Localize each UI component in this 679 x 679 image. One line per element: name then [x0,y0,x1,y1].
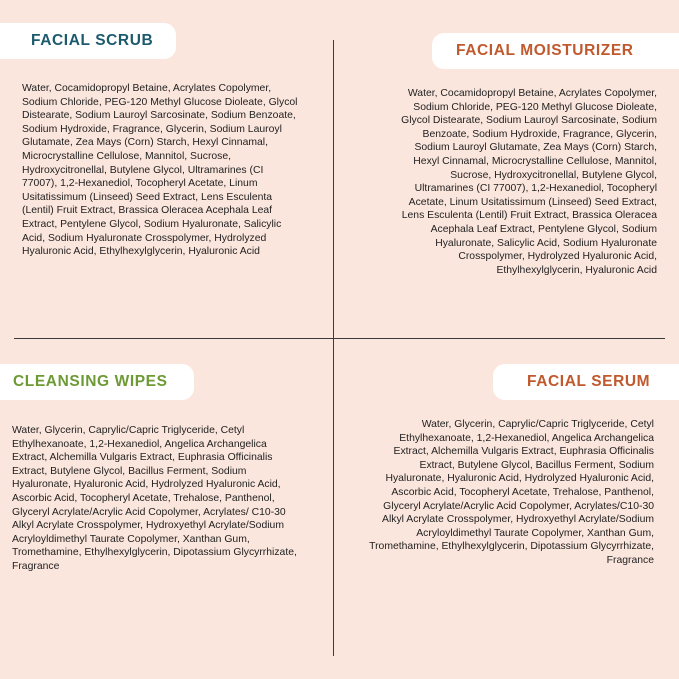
facial-serum-ingredients: Water, Glycerin, Caprylic/Capric Triglyceride, Cetyl Ethylhexanoate, 1,2-Hexanediol, Angelica Archangelica Extract, Alchemilla Vulgaris Extract, Euphrasia Officinalis Extract, Butylene Glycol, Bacillus Ferment, Sodium Hyaluronate, Hyaluronic Acid, Hydrolyzed Hyaluronic Acid, Ascorbic Acid, Tocopheryl Acetate, Trehalose, Panthenol, Glyceryl Acrylate/Acrylic Acid Copolymer, Acrylates/C10-30 Alkyl Acrylate Crosspolymer, Hydroxyethyl Acrylate/Sodium Acryloyldimethyl Taurate Copolymer, Xanthan Gum, Tromethamine, Ethylhexylglycerin, Dipotassium Glycyrrhizate, Fragrance [369,419,654,566]
cleansing-wipes-ingredients: Water, Glycerin, Caprylic/Capric Triglyceride, Cetyl Ethylhexanoate, 1,2-Hexanediol, Angelica Archangelica Extract, Alchemilla Vulgaris Extract, Euphrasia Officinalis Extract, Butylene Glycol, Bacillus Ferment, Sodium Hyaluronate, Hyaluronic Acid, Hydrolyzed Hyaluronic Acid, Ascorbic Acid, Tocopheryl Acetate, Trehalose, Panthenol, Glyceryl Acrylate/Acrylic Acid Copolymer, Acrylates/ C10-30 Alkyl Acrylate Crosspolymer, Hydroxyethyl Acrylate/Sodium Acryloyldimethyl Taurate Copolymer, Xanthan Gum, Tromethamine, Ethylhexylglycerin, Dipotassium Glycyrrhizate, Fragrance [12,425,297,572]
facial-scrub-ingredients: Water, Cocamidopropyl Betaine, Acrylates Copolymer, Sodium Chloride, PEG-120 Methyl Glucose Dioleate, Glycol Distearate, Sodium Lauroyl Sarcosinate, Sodium Benzoate, Sodium Hydroxide, Fragrance, Glycerin, Sodium Lauroyl Glutamate, Zea Mays (Corn) Starch, Hexyl Cinnamal, Microcrystalline Cellulose, Mannitol, Sucrose, Hydroxycitronellal, Butylene Glycol, Ultramarines (CI 77007), 1,2-Hexanediol, Tocopheryl Acetate, Linum Usitatissimum (Linseed) Seed Extract, Lens Esculenta (Lentil) Fruit Extract, Brassica Oleracea Acephala Leaf Extract, Pentylene Glycol, Sodium Hyaluronate, Salicylic Acid, Sodium Hyaluronate Crosspolymer, Hydrolyzed Hyaluronic Acid, Ethylhexylglycerin, Hyaluronic Acid [22,83,298,258]
horizontal-divider [14,338,665,339]
facial-moisturizer-ingredients: Water, Cocamidopropyl Betaine, Acrylates Copolymer, Sodium Chloride, PEG-120 Methyl Glucose Dioleate, Glycol Distearate, Sodium Lauroyl Sarcosinate, Sodium Benzoate, Sodium Hydroxide, Fragrance, Glycerin, Sodium Lauroyl Glutamate, Zea Mays (Corn) Starch, Hexyl Cinnamal, Microcrystalline Cellulose, Mannitol, Sucrose, Hydroxycitronellal, Butylene Glycol, Ultramarines (CI 77007), 1,2-Hexanediol, Tocopheryl Acetate, Linum Usitatissimum (Linseed) Seed Extract, Lens Esculenta (Lentil) Fruit Extract, Brassica Oleracea Acephala Leaf Extract, Pentylene Glycol, Sodium Hyaluronate, Salicylic Acid, Sodium Hyaluronate Crosspolymer, Hydrolyzed Hyaluronic Acid, Ethylhexylglycerin, Hyaluronic Acid [401,88,657,276]
facial-scrub-title: FACIAL SCRUB [0,23,176,59]
vertical-divider [333,40,334,656]
cleansing-wipes-title: CLEANSING WIPES [0,364,194,400]
facial-serum-title: FACIAL SERUM [493,364,679,400]
facial-moisturizer-title: FACIAL MOISTURIZER [432,33,679,69]
